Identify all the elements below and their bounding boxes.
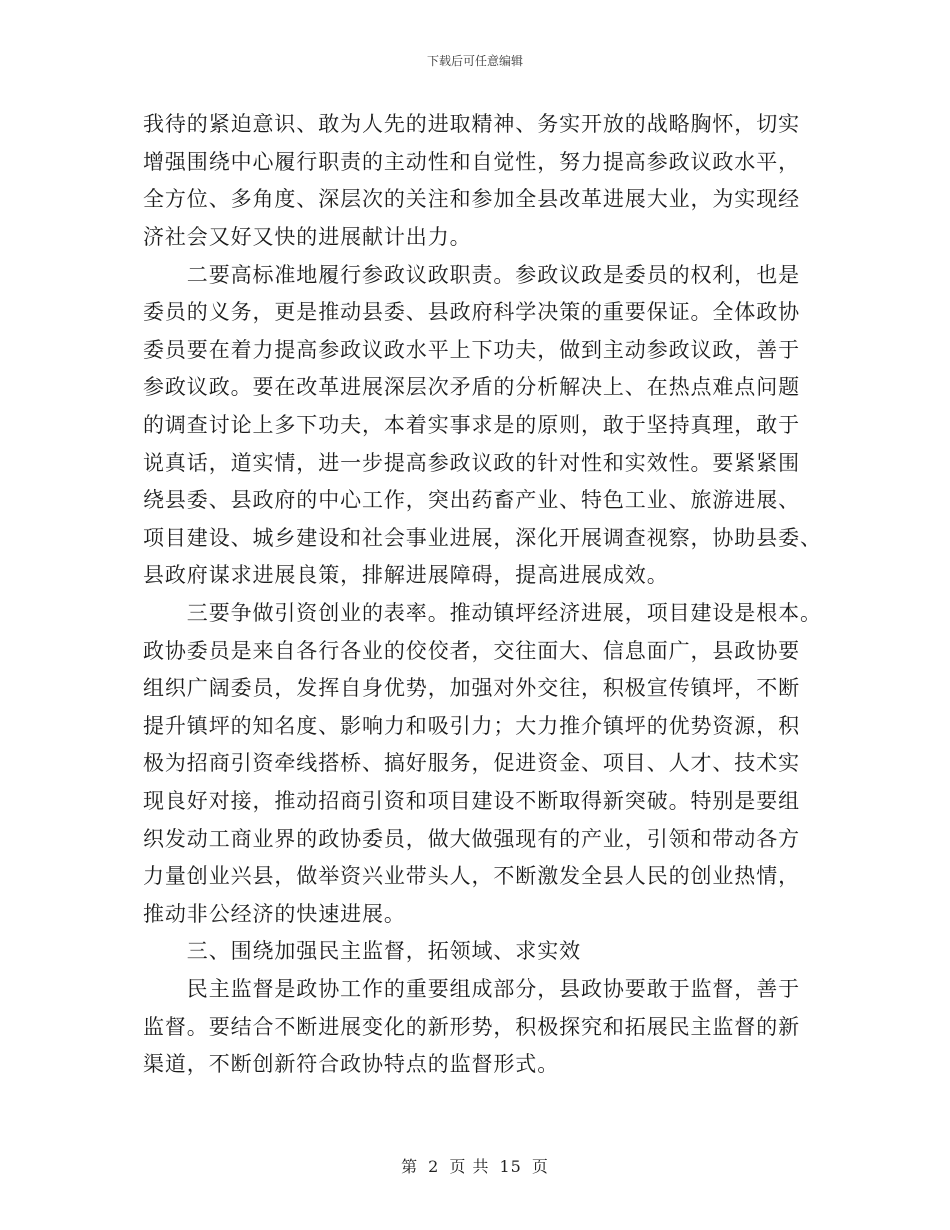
text-line: 组织广阔委员，发挥自身优势，加强对外交往，积极宣传镇坪，不断 <box>143 676 800 700</box>
footer-prefix: 第 <box>401 1157 419 1176</box>
text-line: 县政府谋求进展良策，排解进展障碍，提高进展成效。 <box>143 563 669 587</box>
total-pages: 15 <box>499 1157 522 1176</box>
footer-middle: 页 共 <box>449 1157 490 1176</box>
text-line: 我待的紧迫意识、敢为人先的进取精神、务实开放的战略胸怀，切实 <box>143 112 800 136</box>
text-line: 渠道，不断创新符合政协特点的监督形式。 <box>143 1052 560 1076</box>
text-line: 提升镇坪的知名度、影响力和吸引力；大力推介镇坪的优势资源，积 <box>143 714 800 738</box>
footer-suffix: 页 <box>531 1157 549 1176</box>
text-line: 民主监督是政协工作的重要组成部分，县政协要敢于监督，善于 <box>143 977 800 1001</box>
text-line: 项目建设、城乡建设和社会事业进展，深化开展调查视察，协助县委、 <box>143 526 822 550</box>
text-line: 力量创业兴县，做举资兴业带头人，不断激发全县人民的创业热情， <box>143 864 800 888</box>
text-line: 增强围绕中心履行职责的主动性和自觉性，努力提高参政议政水平， <box>143 150 800 174</box>
page-footer <box>0 1154 950 1177</box>
text-line: 绕县委、县政府的中心工作，突出药畜产业、特色工业、旅游进展、 <box>143 488 800 512</box>
text-line: 织发动工商业界的政协委员，做大做强现有的产业，引领和带动各方 <box>143 827 800 851</box>
text-line: 委员要在着力提高参政议政水平上下功夫，做到主动参政议政，善于 <box>143 338 800 362</box>
text-line: 现良好对接，推动招商引资和项目建设不断取得新突破。特别是要组 <box>143 789 800 813</box>
text-line: 济社会又好又快的进展献计出力。 <box>143 225 472 249</box>
text-line: 的调查讨论上多下功夫，本着实事求是的原则，敢于坚持真理，敢于 <box>143 413 800 437</box>
text-line: 监督。要结合不断进展变化的新形势，积极探究和拓展民主监督的新 <box>143 1015 800 1039</box>
text-line: 委员的义务，更是推动县委、县政府科学决策的重要保证。全体政协 <box>143 300 800 324</box>
text-line: 极为招商引资牵线搭桥、搞好服务，促进资金、项目、人才、技术实 <box>143 751 800 775</box>
text-line: 三要争做引资创业的表率。推动镇坪经济进展，项目建设是根本。 <box>143 601 822 625</box>
text-line: 二要高标准地履行参政议政职责。参政议政是委员的权利，也是 <box>143 263 800 287</box>
text-line: 参政议政。要在改革进展深层次矛盾的分析解决上、在热点难点问题 <box>143 375 800 399</box>
page-header: 下载后可任意编辑 <box>426 54 523 68</box>
text-line: 全方位、多角度、深层次的关注和参加全县改革进展大业，为实现经 <box>143 187 800 211</box>
text-line: 政协委员是来自各行各业的佼佼者，交往面大、信息面广，县政协要 <box>143 639 800 663</box>
text-line: 说真话，道实情，进一步提高参政议政的针对性和实效性。要紧紧围 <box>143 451 800 475</box>
page-number: 2 <box>428 1157 440 1176</box>
text-line: 推动非公经济的快速进展。 <box>143 902 406 926</box>
section-heading: 三、围绕加强民主监督，拓领域、求实效 <box>143 939 581 963</box>
